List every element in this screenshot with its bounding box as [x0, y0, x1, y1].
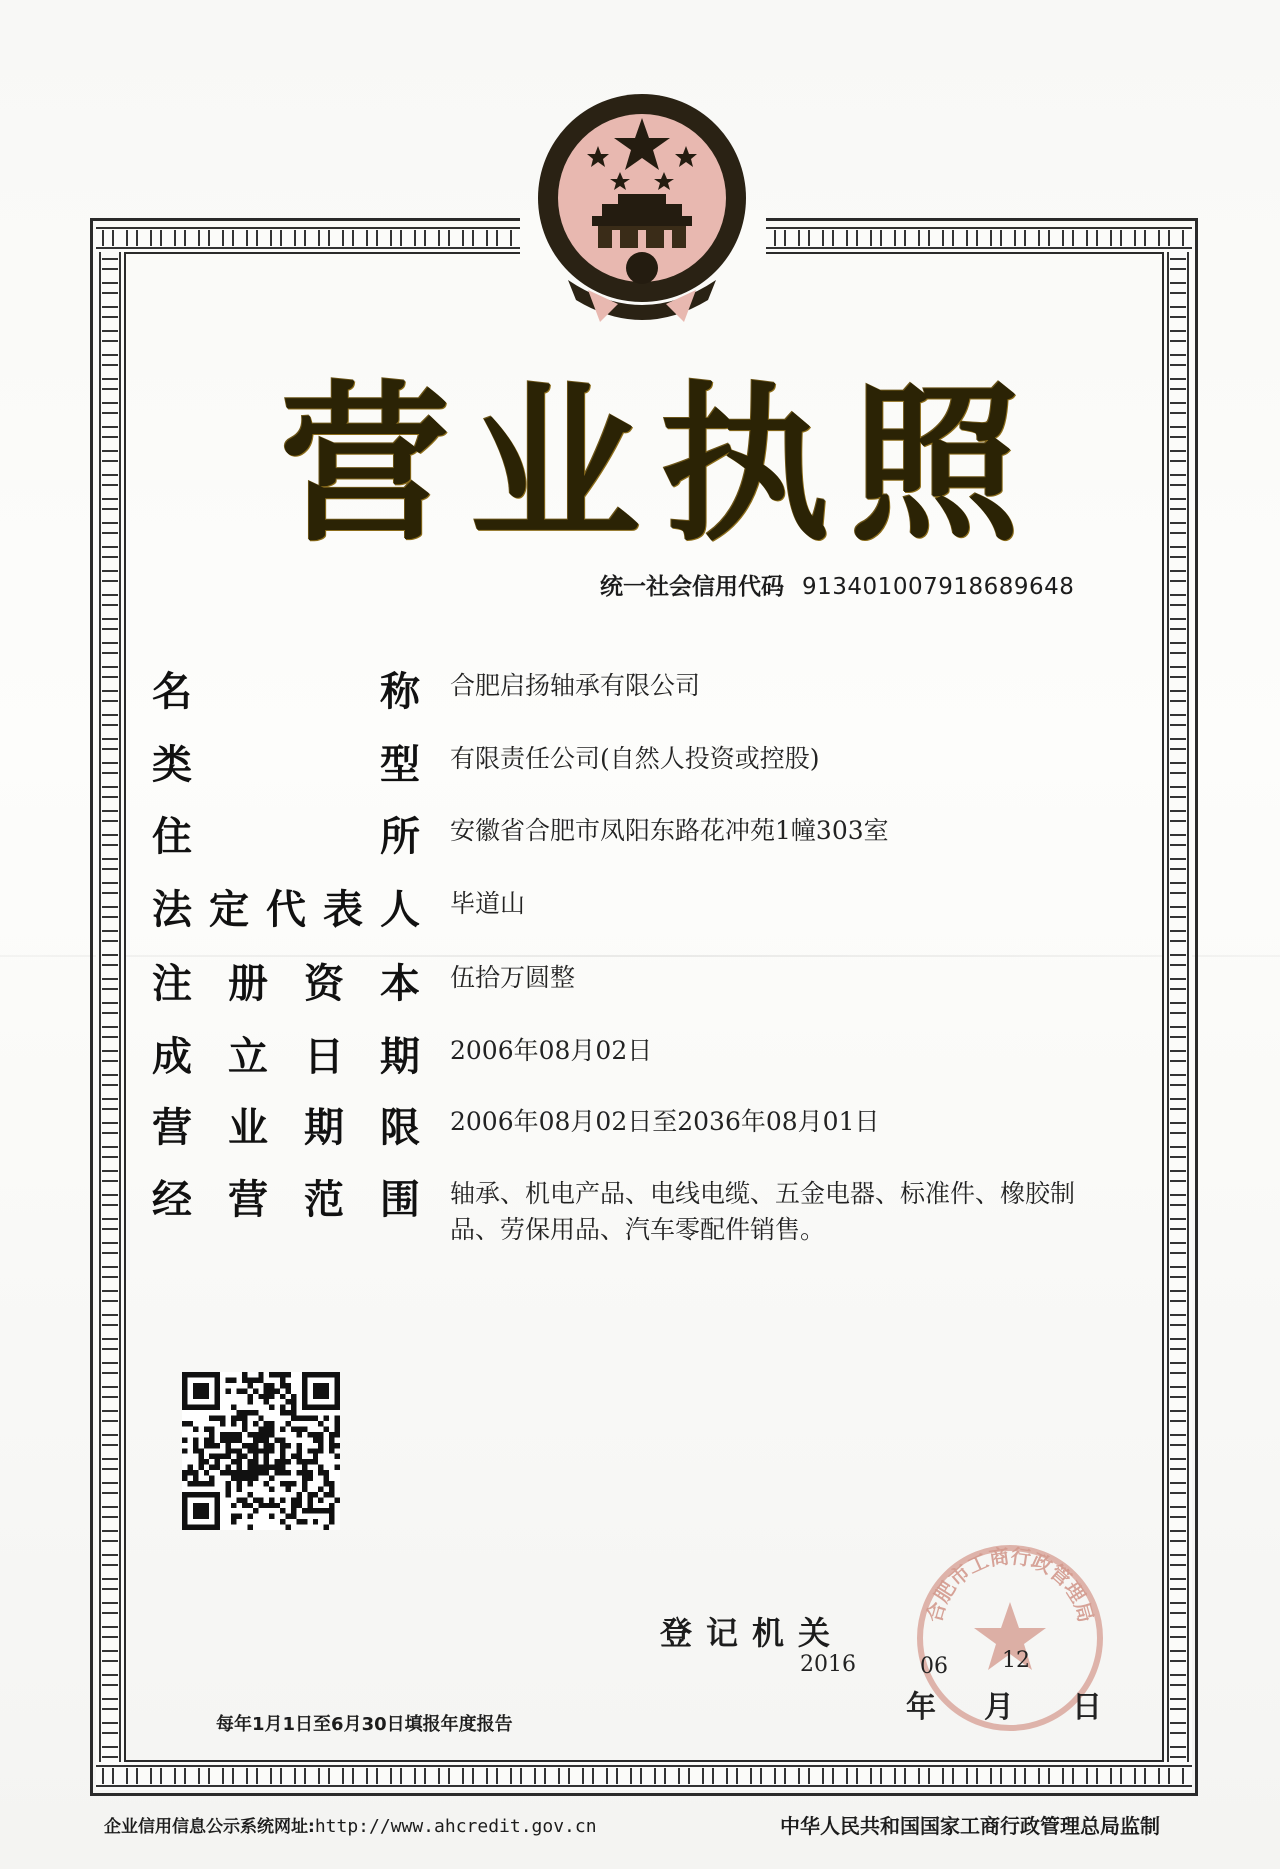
credit-code-value: 913401007918689648	[802, 574, 1075, 600]
label-char: 名	[152, 668, 192, 715]
license-title	[280, 365, 1020, 565]
field-value: 2006年08月02日至2036年08月01日	[450, 1107, 880, 1136]
field-label	[152, 731, 420, 791]
field-value: 伍拾万圆整	[450, 963, 576, 992]
field-label	[152, 1094, 420, 1154]
issue-year: 2016	[800, 1652, 856, 1677]
field-value: 轴承、机电产品、电线电缆、五金电器、标准件、橡胶制品、劳保用品、汽车零配件销售。	[450, 1179, 1076, 1244]
field-value: 毕道山	[450, 889, 526, 918]
field-row-business-term	[152, 1094, 1152, 1154]
field-row-registered-capital	[152, 950, 1152, 1010]
day-label: 日	[1072, 1690, 1102, 1725]
field-value: 合肥启扬轴承有限公司	[450, 671, 701, 700]
national-emblem-icon	[528, 90, 756, 325]
footer-site-label: 企业信用信息公示系统网址:	[104, 1817, 315, 1837]
label-char: 定	[209, 886, 249, 933]
field-label	[152, 803, 420, 863]
field-row-established-date	[152, 1023, 1152, 1083]
label-char: 成	[152, 1033, 192, 1080]
field-value: 安徽省合肥市凤阳东路花冲苑1幢303室	[450, 816, 889, 845]
label-char: 限	[380, 1104, 420, 1151]
label-char: 所	[380, 813, 420, 860]
border-pattern-bottom	[96, 1762, 1192, 1790]
border-pattern-left	[96, 252, 124, 1762]
label-char: 代	[266, 886, 306, 933]
year-label: 年	[906, 1690, 936, 1725]
seal-text: 合肥市工商行政管理局	[921, 1543, 1099, 1625]
field-row-legal-representative	[152, 876, 1152, 936]
field-row-address	[152, 803, 1152, 863]
label-char: 日	[304, 1033, 344, 1080]
title-char: 业	[469, 365, 640, 565]
label-char: 人	[380, 886, 420, 933]
label-char: 法	[152, 886, 192, 933]
field-value: 有限责任公司(自然人投资或控股)	[450, 744, 820, 773]
issue-date	[790, 1648, 1110, 1725]
label-char: 期	[304, 1104, 344, 1151]
label-char: 营	[152, 1104, 192, 1151]
label-char: 资	[304, 960, 344, 1007]
issue-day: 12	[1002, 1648, 1030, 1673]
field-row-type	[152, 731, 1152, 791]
field-label	[152, 950, 420, 1010]
label-char: 围	[380, 1176, 420, 1223]
annual-report-note: 每年1月1日至6月30日填报年度报告	[216, 1714, 513, 1735]
footer-supervisor: 中华人民共和国国家工商行政管理总局监制	[780, 1814, 1160, 1838]
field-label	[152, 1023, 420, 1083]
label-char: 称	[380, 668, 420, 715]
title-char: 营	[280, 365, 451, 565]
label-char: 表	[323, 886, 363, 933]
label-char: 业	[228, 1104, 268, 1151]
label-char: 立	[228, 1033, 268, 1080]
label-char: 型	[380, 741, 420, 788]
field-label	[152, 658, 420, 718]
credit-code-line	[600, 568, 1120, 604]
field-row-business-scope	[152, 1166, 1152, 1276]
footer-website	[104, 1812, 624, 1838]
registration-authority-label: 登记机关	[660, 1614, 845, 1652]
label-char: 注	[152, 960, 192, 1007]
field-label	[152, 876, 420, 936]
label-char: 本	[380, 960, 420, 1007]
label-char: 册	[228, 960, 268, 1007]
credit-code-label: 统一社会信用代码	[600, 574, 784, 600]
issue-month: 06	[920, 1654, 948, 1679]
label-char: 营	[228, 1176, 268, 1223]
field-label	[152, 1166, 420, 1226]
label-char: 类	[152, 741, 192, 788]
border-pattern-right	[1164, 252, 1192, 1762]
label-char: 期	[380, 1033, 420, 1080]
footer-site-url: http://www.ahcredit.gov.cn	[314, 1816, 597, 1837]
qr-code	[182, 1372, 340, 1530]
label-char: 范	[304, 1176, 344, 1223]
label-char: 经	[152, 1176, 192, 1223]
month-label: 月	[984, 1690, 1014, 1725]
field-value: 2006年08月02日	[450, 1036, 653, 1065]
field-row-name	[152, 658, 1152, 718]
label-char: 住	[152, 813, 192, 860]
title-char: 照	[849, 365, 1020, 565]
title-char: 执	[659, 365, 830, 565]
